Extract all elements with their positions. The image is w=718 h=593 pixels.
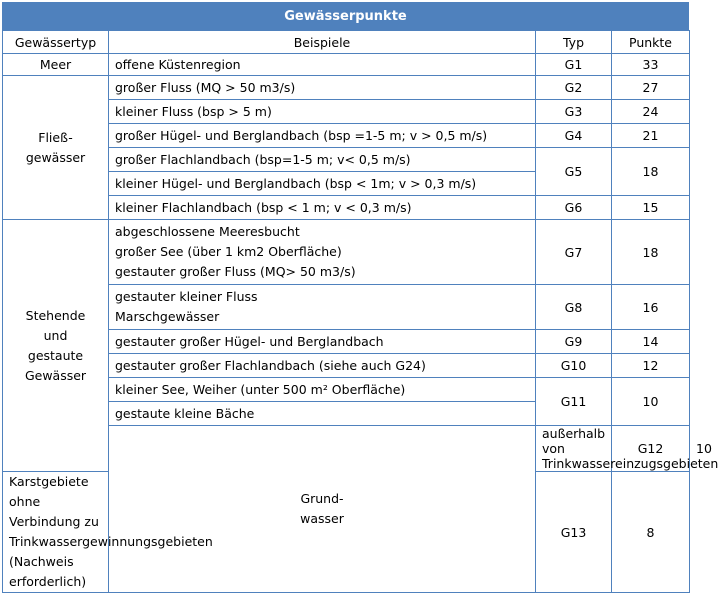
- example-cell: offene Küstenregion: [109, 54, 536, 76]
- typ-cell: G11: [536, 378, 612, 426]
- table-title: Gewässerpunkte: [2, 2, 689, 30]
- group-label-line: Grund-: [300, 491, 344, 506]
- punkte-cell: 10: [612, 378, 690, 426]
- typ-cell: G10: [536, 354, 612, 378]
- table-row: [3, 54, 690, 76]
- group-label-line: und: [43, 327, 68, 343]
- group-label-line: Fließ-: [38, 129, 73, 145]
- typ-cell: G6: [536, 196, 612, 220]
- punkte-cell: 16: [612, 285, 690, 330]
- header-typ: Typ: [536, 31, 612, 54]
- example-line: Karstgebiete ohne Verbindung zu: [9, 474, 99, 529]
- typ-cell: G12: [612, 426, 690, 472]
- typ-cell: G4: [536, 124, 612, 148]
- typ-cell: G8: [536, 285, 612, 330]
- typ-cell: G3: [536, 100, 612, 124]
- table-row: [3, 220, 690, 285]
- example-cell: [109, 220, 536, 285]
- example-cell: kleiner Flachlandbach (bsp < 1 m; v < 0,3 m/s): [109, 196, 536, 220]
- example-line: gestauter großer Fluss (MQ> 50 m3/s): [115, 264, 356, 279]
- gewaesserpunkte-table: [2, 30, 718, 593]
- group-grundwasser: [109, 426, 536, 593]
- example-cell: gestaute kleine Bäche: [109, 402, 536, 426]
- header-gewaessertyp: Gewässertyp: [3, 31, 109, 54]
- header-beispiele: Beispiele: [109, 31, 536, 54]
- example-cell: kleiner See, Weiher (unter 500 m² Oberfläche): [109, 378, 536, 402]
- example-line: gestauter kleiner Fluss: [115, 289, 258, 304]
- table-row: Grund- wasser außerhalb von Trinkwassereinzugsgebieten G12 10: [3, 426, 690, 472]
- example-cell: [109, 285, 536, 330]
- punkte-cell: 24: [612, 100, 690, 124]
- example-cell: außerhalb von Trinkwassereinzugsgebieten: [536, 426, 612, 472]
- header-row: [3, 31, 690, 54]
- group-label-line: gestaute: [27, 347, 84, 363]
- typ-cell: G5: [536, 148, 612, 196]
- punkte-cell: 21: [612, 124, 690, 148]
- example-cell: kleiner Hügel- und Berglandbach (bsp < 1m; v > 0,3 m/s): [109, 172, 536, 196]
- typ-cell: G2: [536, 76, 612, 100]
- punkte-cell: 14: [612, 330, 690, 354]
- example-cell: großer Flachlandbach (bsp=1-5 m; v< 0,5 m/s): [109, 148, 536, 172]
- typ-cell: G9: [536, 330, 612, 354]
- example-cell: [3, 472, 213, 593]
- gewaesserpunkte-table-wrapper: [2, 2, 718, 593]
- typ-cell: G1: [536, 54, 612, 76]
- example-line: großer See (über 1 km2 Oberfläche): [115, 244, 342, 259]
- header-punkte: Punkte: [612, 31, 690, 54]
- typ-cell: G13: [536, 472, 612, 593]
- example-line: Marschgewässer: [115, 309, 220, 324]
- punkte-cell: 18: [612, 220, 690, 285]
- group-meer: Meer: [3, 54, 109, 76]
- punkte-cell: 12: [612, 354, 690, 378]
- group-fliessgewaesser: [3, 76, 109, 220]
- example-line: abgeschlossene Meeresbucht: [115, 224, 300, 239]
- group-label-line: Stehende: [25, 307, 86, 323]
- punkte-cell: 33: [612, 54, 690, 76]
- group-label-line: Gewässer: [24, 367, 87, 383]
- punkte-cell: 8: [612, 472, 690, 593]
- punkte-cell: 27: [612, 76, 690, 100]
- punkte-cell: 15: [612, 196, 690, 220]
- typ-cell: G7: [536, 220, 612, 285]
- example-cell: gestauter großer Hügel- und Berglandbach: [109, 330, 536, 354]
- example-line: Trinkwassergewinnungsgebieten (Nachweis erforderlich): [9, 534, 213, 589]
- punkte-cell: 18: [612, 148, 690, 196]
- group-label-line: gewässer: [25, 149, 86, 165]
- example-cell: großer Fluss (MQ > 50 m3/s): [109, 76, 536, 100]
- group-label-line: wasser: [300, 511, 344, 526]
- group-stehende-gewaesser: [3, 220, 109, 472]
- example-cell: großer Hügel- und Berglandbach (bsp =1-5 m; v > 0,5 m/s): [109, 124, 536, 148]
- table-row: [3, 76, 690, 100]
- example-cell: gestauter großer Flachlandbach (siehe auch G24): [109, 354, 536, 378]
- example-cell: kleiner Fluss (bsp > 5 m): [109, 100, 536, 124]
